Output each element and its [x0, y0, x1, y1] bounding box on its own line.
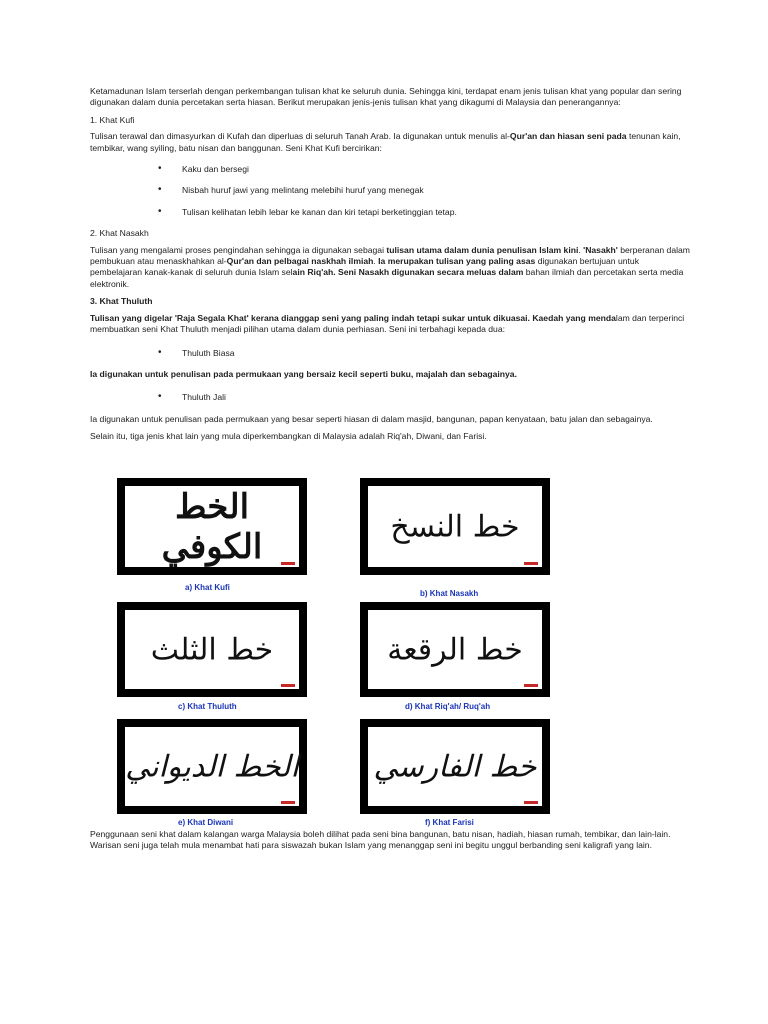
farisi-calligraphy-text: خط الفارسي	[373, 749, 537, 784]
caption-kufi: a) Khat Kufi	[185, 583, 230, 592]
nasakh-text: .	[373, 256, 379, 267]
others-paragraph: Selain itu, tiga jenis khat lain yang mula diperkembangkan di Malaysia adalah Riq'ah, Diwani, dan Farisi.	[90, 431, 487, 442]
nasakh-heading: 2. Khat Nasakh	[90, 228, 149, 239]
list-item: • Nisbah huruf jawi yang melintang melebihi huruf yang menegak	[90, 185, 690, 196]
document-body	[90, 86, 690, 449]
watermark	[281, 562, 295, 565]
thuluth-calligraphy-text: خط الثلث	[150, 632, 274, 667]
nasakh-calligraphy-image	[360, 478, 550, 575]
thuluth-biasa-desc: Ia digunakan untuk penulisan pada permukaan yang bersaiz kecil seperti buku, majalah dan sebagainya.	[90, 368, 517, 379]
riqah-calligraphy-text: خط الرقعة	[387, 632, 523, 667]
list-item: • Thuluth Jali	[90, 392, 690, 403]
caption-thuluth: c) Khat Thuluth	[178, 702, 237, 711]
nasakh-text: 'Nasakh'	[583, 244, 618, 255]
list-item: • Thuluth Biasa	[90, 348, 690, 359]
thuluth-text-bold: Tulisan yang digelar 'Raja Segala Khat' kerana dianggap seni yang paling indah tetapi sukar untuk dikuasai. Kaedah yang menda	[90, 312, 616, 323]
nasakh-text: digunakan bertujuan untuk pembelajaran kanak-kanak di seluruh dunia Islam sel	[90, 256, 639, 278]
watermark	[281, 684, 295, 687]
caption-nasakh: b) Khat Nasakh	[420, 589, 479, 598]
nasakh-text: berperanan dalam pembukuan atau menaskhahkan al-	[90, 244, 690, 267]
thuluth-calligraphy-image	[117, 602, 307, 697]
watermark	[524, 684, 538, 687]
list-item: • Tulisan kelihatan lebih lebar ke kanan dan kiri tetapi berketinggian tetap.	[90, 207, 690, 218]
kufi-calligraphy-text: الخط الكوفي	[161, 486, 263, 567]
nasakh-text: Qur'an dan pelbagai naskhah ilmiah	[226, 256, 374, 267]
list-item: • Kaku dan bersegi	[90, 164, 690, 175]
kufi-features-list	[90, 164, 690, 218]
watermark	[281, 801, 295, 804]
thuluth-text: lam dan terperinci membuatkan seni Khat Thuluth menjadi pilihan utama dalam dunia perhiasan. Seni ini terbahagi kepada dua:	[90, 312, 685, 335]
nasakh-text: Ia merupakan tulisan yang paling asas	[378, 256, 536, 267]
diwani-calligraphy-image	[117, 719, 307, 814]
farisi-calligraphy-image	[360, 719, 550, 814]
kufi-calligraphy-image	[117, 478, 307, 575]
thuluth-jali-desc: Ia digunakan untuk penulisan pada permukaan yang besar seperti hiasan di dalam masjid, bangunan, papan kenyataan, batu jalan dan sebagainya.	[90, 413, 653, 424]
nasakh-text: ain Riq'ah. Seni Nasakh digunakan secara meluas dalam	[292, 267, 524, 278]
thuluth-types-list	[90, 348, 690, 359]
nasakh-paragraph	[90, 245, 690, 291]
nasakh-text: bahan ilmiah dan percetakan serta media elektronik.	[90, 267, 684, 289]
kufi-heading: 1. Khat Kufi	[90, 114, 135, 125]
diwani-calligraphy-text: الخط الديواني	[125, 749, 299, 784]
riqah-calligraphy-image	[360, 602, 550, 697]
nasakh-text: .	[578, 244, 584, 255]
kufi-text-a: Tulisan terawal dan dimasyurkan di Kufah dan diperluas di seluruh Tanah Arab. Ia digunakan untuk menulis al-	[90, 131, 510, 142]
nasakh-calligraphy-text: خط النسخ	[390, 509, 520, 544]
kufi-text-c: tenunan kain, tembikar, wang syiling, batu nisan dan banggunan. Seni Khat Kufi bercirikan:	[90, 131, 681, 153]
watermark	[524, 562, 538, 565]
closing-paragraph: Penggunaan seni khat dalam kalangan warga Malaysia boleh dilihat pada seni bina bangunan, batu nisan, hadiah, hiasan rumah, tembikar, dan lain-lain. Warisan seni juga telah mula menambat hati para siswazah bukan Islam yang menanggap seni ini begitu unggul berbanding seni kaligrafi yang lain.	[90, 829, 671, 851]
intro-paragraph: Ketamadunan Islam terserlah dengan perkembangan tulisan khat ke seluruh dunia. Sehingga kini, terdapat enam jenis tulisan khat yang popular dan sering digunakan dalam dunia percetakan serta hiasan. Berikut merupakan jenis-jenis tulisan khat yang dikagumi di Malaysia dan penerangannya:	[90, 86, 682, 108]
nasakh-text: tulisan utama dalam dunia penulisan Islam kini	[386, 244, 579, 255]
watermark	[524, 801, 538, 804]
caption-diwani: e) Khat Diwani	[178, 818, 234, 827]
thuluth-types-list	[90, 392, 690, 403]
kufi-text-b: Qur'an dan hiasan seni pada	[509, 131, 627, 142]
nasakh-text: Tulisan yang mengalami proses pengindahan sehingga ia digunakan sebagai	[90, 244, 387, 255]
kufi-paragraph	[90, 131, 690, 154]
thuluth-paragraph	[90, 313, 690, 336]
caption-farisi: f) Khat Farisi	[425, 818, 474, 827]
caption-riqah: d) Khat Riq'ah/ Ruq'ah	[405, 702, 491, 711]
thuluth-heading: 3. Khat Thuluth	[90, 296, 153, 307]
